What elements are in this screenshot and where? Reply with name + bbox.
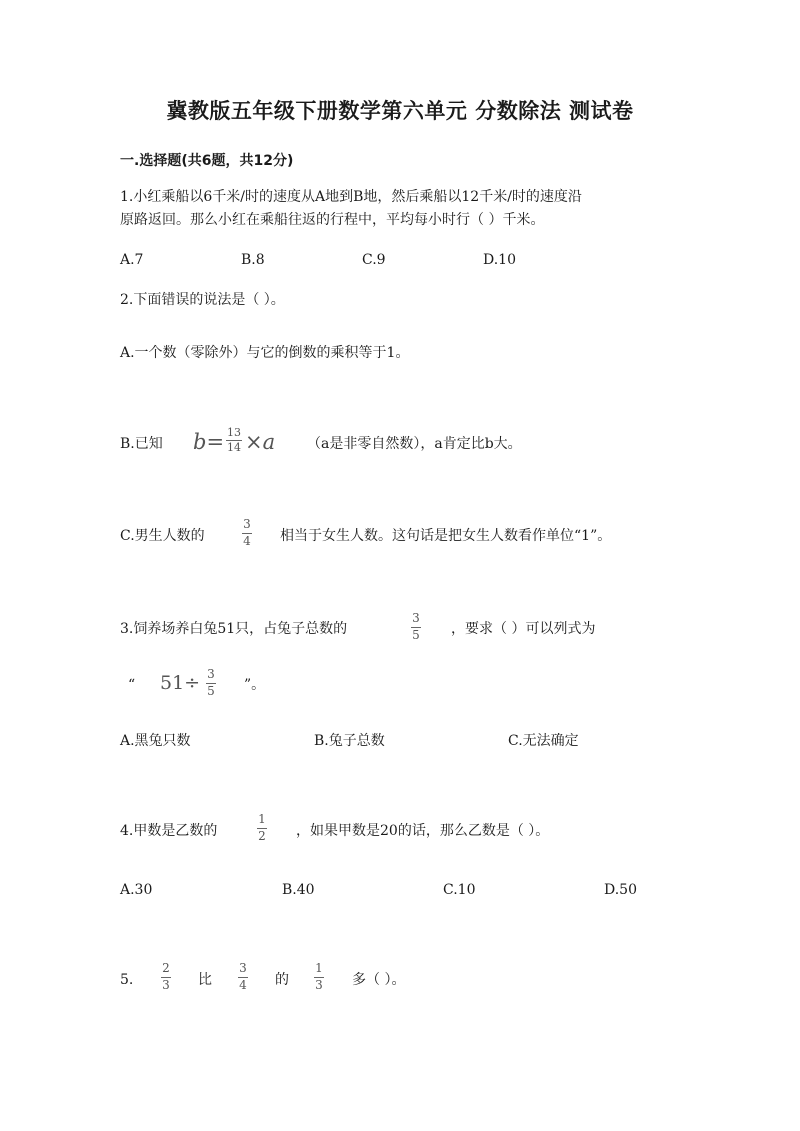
q2-option-c-suffix: 相当于女生人数。这句话是把女生人数看作单位“1”。 xyxy=(280,528,612,544)
q3-expression-fraction xyxy=(206,668,216,698)
q5-fraction-3-numerator: 1 xyxy=(315,961,323,975)
q3-open-quote: “ xyxy=(128,677,136,693)
q2-c-fraction-denominator: 4 xyxy=(243,534,251,548)
q1-option-a[interactable]: A.7 xyxy=(120,252,144,268)
q1-option-b[interactable]: B.8 xyxy=(241,252,265,268)
q4-fraction-numerator: 1 xyxy=(258,812,266,826)
q3-stem-suffix: ，要求（ ）可以列式为 xyxy=(451,621,596,637)
q5-fraction-2-numerator: 3 xyxy=(239,961,247,975)
q4-option-c[interactable]: C.10 xyxy=(443,882,476,898)
q3-stem-prefix: 3.饲养场养白兔51只，占兔子总数的 xyxy=(120,621,348,637)
q5-label: 5. xyxy=(120,972,134,988)
q2-b-fraction-denominator: 14 xyxy=(227,441,241,454)
q3-option-c[interactable]: C.无法确定 xyxy=(508,733,579,749)
q5-word-bi: 比 xyxy=(198,972,212,988)
q5-fraction-1-denominator: 3 xyxy=(162,978,170,992)
q4-option-a[interactable]: A.30 xyxy=(120,882,153,898)
q2-c-fraction-numerator: 3 xyxy=(243,517,251,531)
q4-option-d[interactable]: D.50 xyxy=(604,882,637,898)
q5-suffix: 多（ ）。 xyxy=(352,972,406,988)
q2-option-c-prefix[interactable]: C.男生人数的 xyxy=(120,528,205,544)
q2-b-fraction-numerator: 13 xyxy=(227,426,241,439)
q1-option-c[interactable]: C.9 xyxy=(362,252,386,268)
q2-b-fraction xyxy=(226,427,242,453)
q3-fraction xyxy=(411,612,421,642)
q2-option-a[interactable]: A.一个数（零除外）与它的倒数的乘积等于1。 xyxy=(120,345,410,361)
q1-stem-line1: 1.小红乘船以6千米/时的速度从A地到B地，然后乘船以12千米/时的速度沿 xyxy=(120,189,582,205)
q2-b-formula-rhs: ×a xyxy=(245,430,276,454)
q3-option-b[interactable]: B.兔子总数 xyxy=(314,733,385,749)
q5-fraction-3 xyxy=(314,962,324,992)
q4-fraction xyxy=(257,813,267,843)
q2-option-b-prefix[interactable]: B.已知 xyxy=(120,436,163,452)
q4-fraction-denominator: 2 xyxy=(258,829,266,843)
q3-option-a[interactable]: A.黑兔只数 xyxy=(120,733,191,749)
q5-fraction-2-denominator: 4 xyxy=(239,978,247,992)
q5-word-de: 的 xyxy=(275,972,289,988)
q2-option-b-suffix: （a是非零自然数），a肯定比b大。 xyxy=(307,436,522,452)
q1-option-d[interactable]: D.10 xyxy=(483,252,516,268)
q2-c-fraction xyxy=(242,518,252,548)
q4-stem-suffix: ，如果甲数是20的话，那么乙数是（ ）。 xyxy=(296,823,550,839)
q2-stem: 2.下面错误的说法是（ ）。 xyxy=(120,292,285,308)
q3-expression-fraction-numerator: 3 xyxy=(207,667,215,681)
q3-fraction-numerator: 3 xyxy=(412,611,420,625)
q1-stem-line2: 原路返回。那么小红在乘船往返的行程中，平均每小时行（ ）千米。 xyxy=(120,212,545,228)
q3-expression-fraction-denominator: 5 xyxy=(207,684,215,698)
q3-fraction-denominator: 5 xyxy=(412,628,420,642)
q5-fraction-1-numerator: 2 xyxy=(162,961,170,975)
q3-close-quote: ”。 xyxy=(244,677,266,693)
q5-fraction-2 xyxy=(238,962,248,992)
q2-b-formula-lhs: b= xyxy=(193,430,225,454)
q5-fraction-3-denominator: 3 xyxy=(315,978,323,992)
page-title: 冀教版五年级下册数学第六单元 分数除法 测试卷 xyxy=(166,99,634,123)
q4-option-b[interactable]: B.40 xyxy=(282,882,315,898)
section-heading: 一.选择题(共6题，共12分) xyxy=(120,153,294,169)
q5-fraction-1 xyxy=(161,962,171,992)
q4-stem-prefix: 4.甲数是乙数的 xyxy=(120,823,218,839)
q3-expression: 51÷ xyxy=(160,672,201,694)
